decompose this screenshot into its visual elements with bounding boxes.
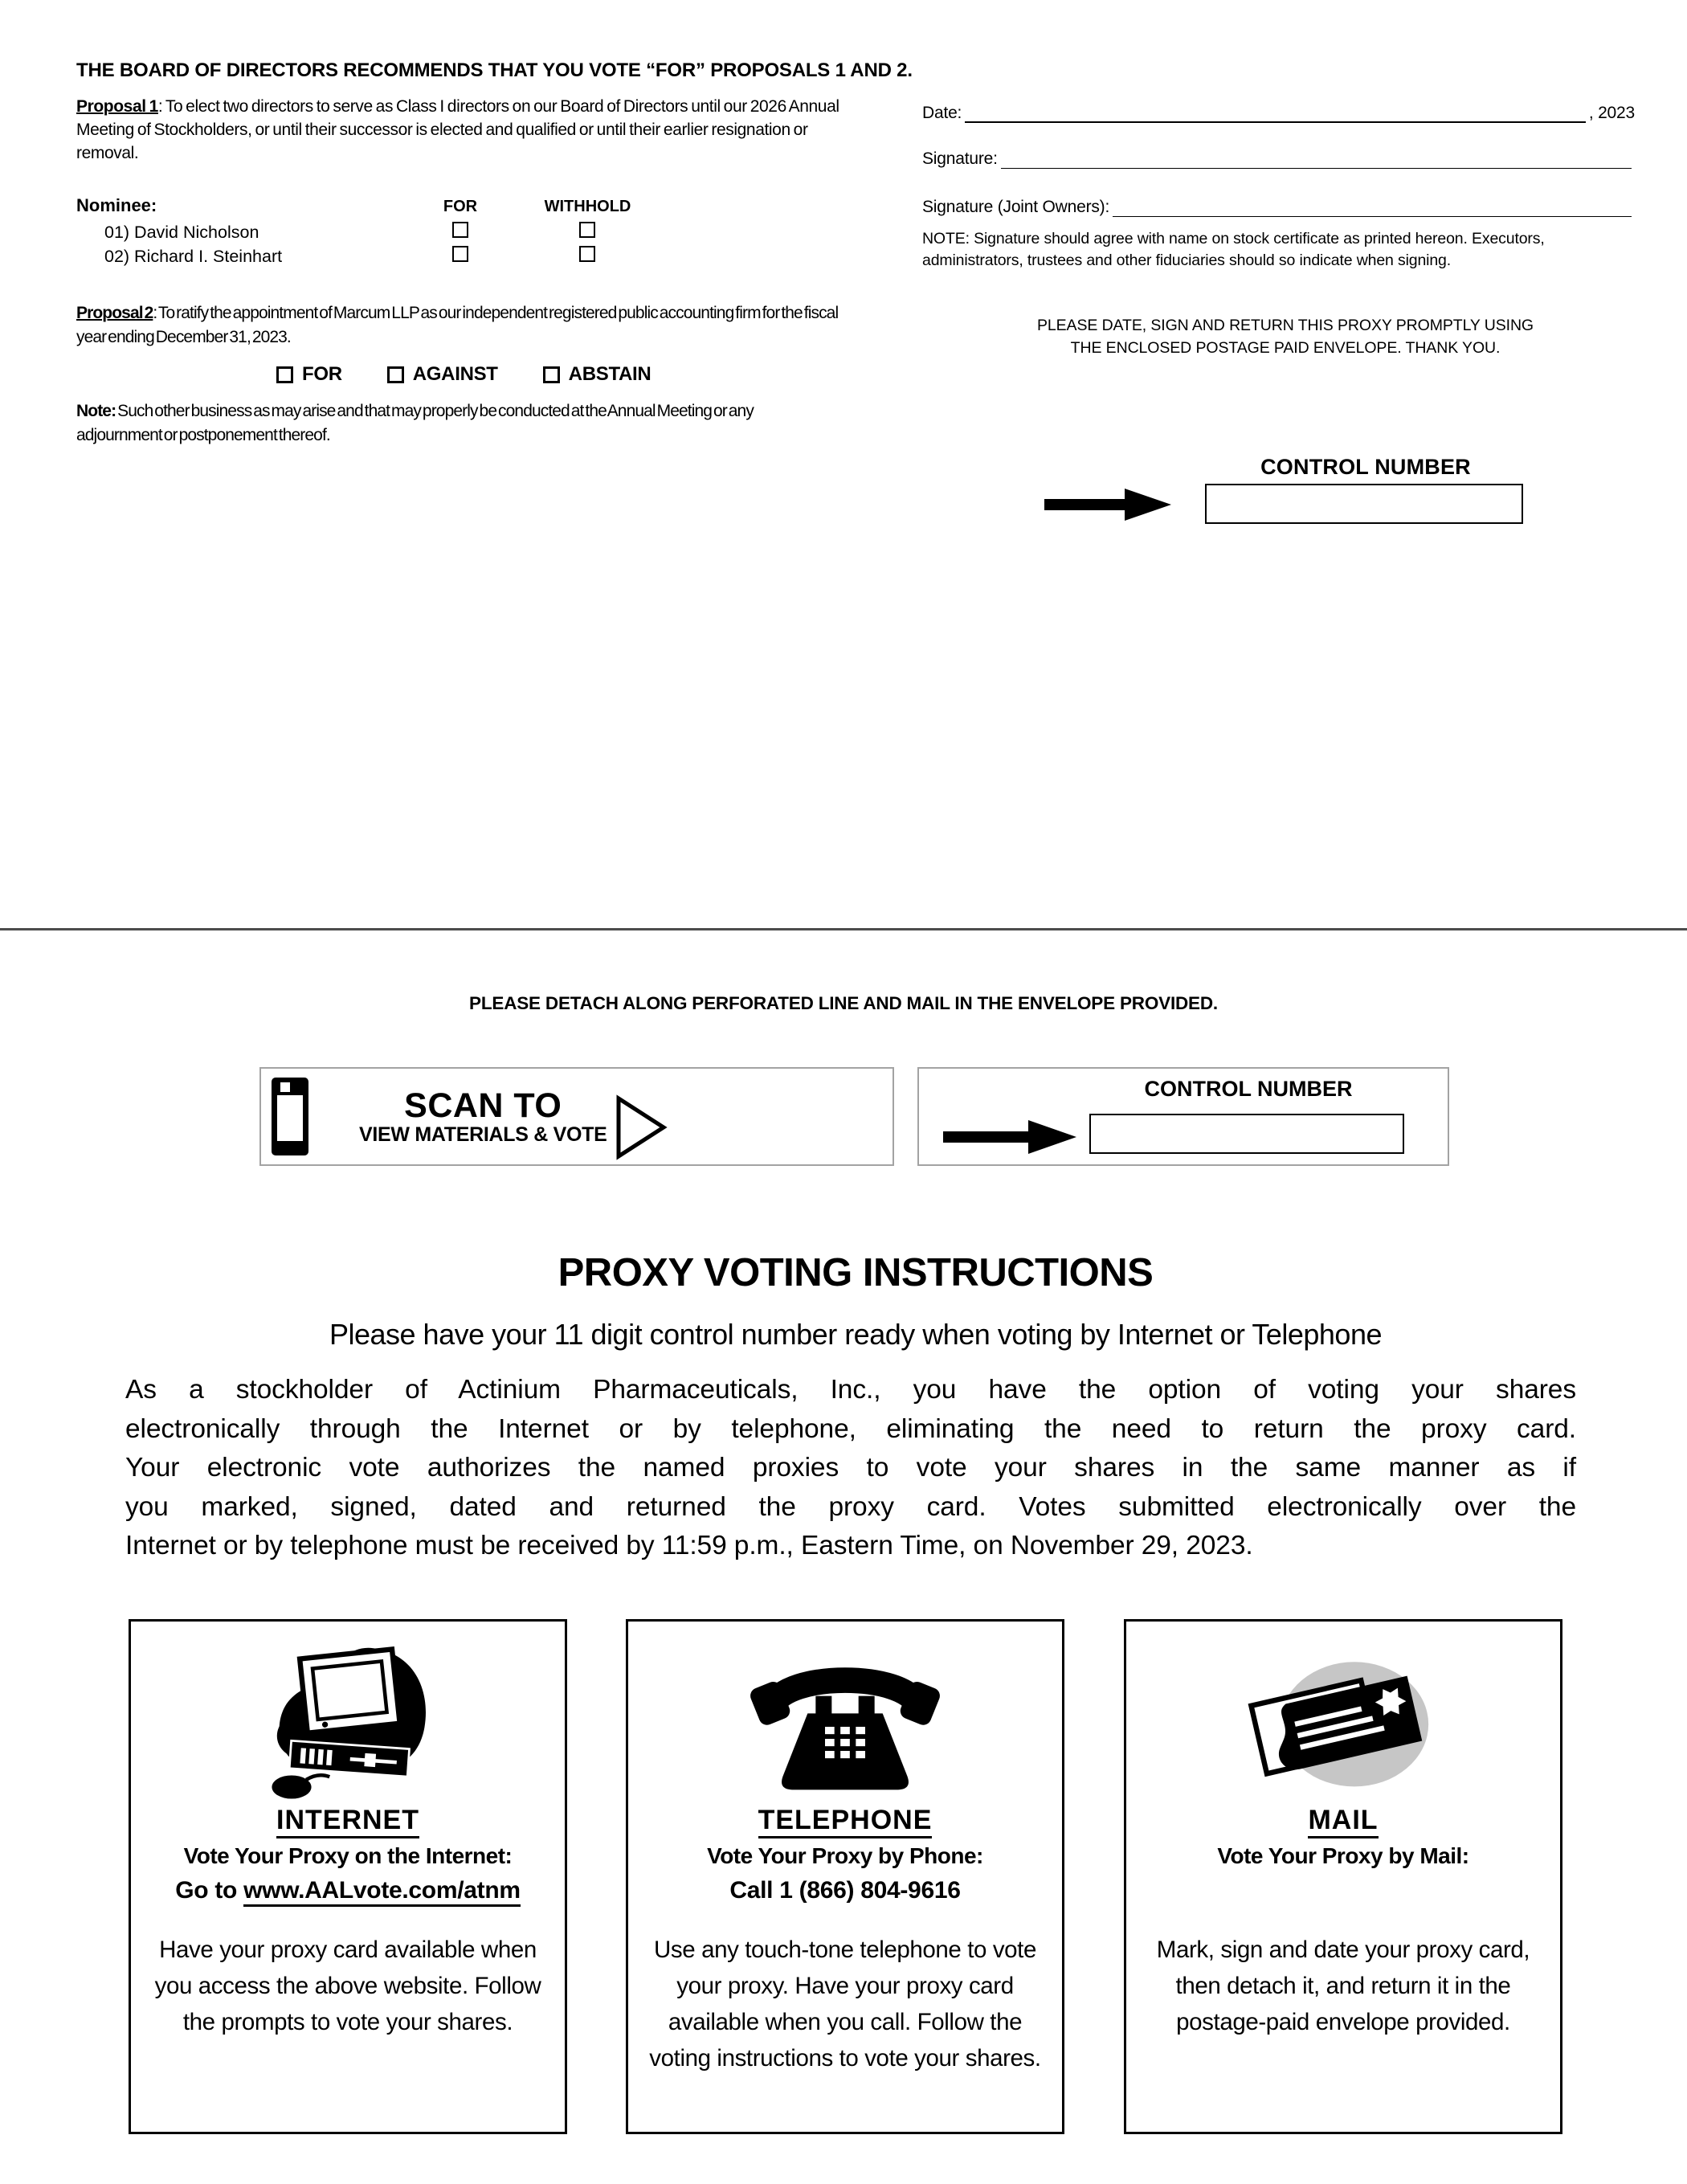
proposal-2-label: Proposal 2 <box>76 304 153 322</box>
proposal-1-text: : To elect two directors to serve as Class I directors on our Board of Directors until our 2026 Annual Meeting of Stockholders, or until their successor is elected and qualified or until their earlier resignation or removal. <box>76 97 839 162</box>
detach-instruction: PLEASE DETACH ALONG PERFORATED LINE AND MAIL IN THE ENVELOPE PROVIDED. <box>469 993 1218 1013</box>
computer-icon <box>131 1642 565 1803</box>
telephone-title: TELEPHONE <box>628 1805 1062 1836</box>
signature-input-line[interactable] <box>1001 148 1632 169</box>
telephone-description: Use any touch-tone telephone to vote your proxy. Have your proxy card available when you call. Follow the voting instructions to vote your shares. <box>649 1937 1041 2072</box>
internet-subtitle: Vote Your Proxy on the Internet: <box>183 1843 513 1868</box>
perforation-line <box>0 928 1687 930</box>
mail-icon <box>1126 1642 1560 1803</box>
scan-line1: SCAN TO <box>404 1086 562 1125</box>
instructions-subtitle: Please have your 11 digit control number ready when voting by Internet or Telephone <box>329 1318 1382 1351</box>
instructions-body-line: As a stockholder of Actinium Pharmaceuticals, Inc., you have the option of voting your shares <box>125 1375 1576 1405</box>
date-row <box>922 101 1635 123</box>
telephone-method-box <box>626 1619 1064 2134</box>
return-instruction <box>1004 314 1566 359</box>
option-for <box>276 363 342 386</box>
checkbox-proposal-2-for[interactable] <box>276 366 293 383</box>
return-instruction-line1: PLEASE DATE, SIGN AND RETURN THIS PROXY PROMPTLY USING <box>1036 317 1534 334</box>
proposal-2-text: : To ratify the appointment of Marcum LLP as our independent registered public accounting firm for the fiscal year ending December 31, 2023. <box>76 304 839 346</box>
date-year-suffix: , 2023 <box>1588 104 1635 122</box>
instructions-body <box>125 1371 1576 1566</box>
internet-title: INTERNET <box>131 1805 565 1836</box>
signature-note: NOTE: Signature should agree with name on stock certificate as printed hereon. Executors, administrators, trustees and other fiduciaries should so indicate when signing. <box>922 230 1545 269</box>
checkbox-nominee-2-for[interactable] <box>452 246 468 262</box>
voting-url-link[interactable]: www.AALvote.com/atnm <box>243 1877 521 1907</box>
instructions-body-line: Your electronic vote authorizes the named proxies to vote your shares in the same manner as if <box>125 1453 1576 1483</box>
internet-action <box>131 1877 565 1904</box>
instructions-title: PROXY VOTING INSTRUCTIONS <box>558 1251 1154 1294</box>
instructions-body-line: you marked, signed, dated and returned the proxy card. Votes submitted electronically over the <box>125 1491 1576 1522</box>
joint-signature-label: Signature (Joint Owners): <box>922 198 1110 216</box>
internet-description: Have your proxy card available when you access the above website. Follow the prompts to vote your shares. <box>154 1937 541 2035</box>
note-text: Such other business as may arise and that may properly be conducted at the Annual Meeting or any adjournment or postponement thereof. <box>76 402 754 444</box>
instructions-body-line: Internet or by telephone must be received by 11:59 p.m., Eastern Time, on November 29, 2023. <box>125 1531 1253 1560</box>
telephone-subtitle: Vote Your Proxy by Phone: <box>707 1843 983 1868</box>
instructions-body-line: electronically through the Internet or by telephone, eliminating the need to return the proxy card. <box>125 1413 1576 1444</box>
proposal-2 <box>76 301 839 350</box>
scan-text <box>359 1087 607 1146</box>
date-input-line[interactable] <box>965 101 1586 123</box>
date-label: Date: <box>922 104 962 122</box>
mail-subtitle: Vote Your Proxy by Mail: <box>1217 1843 1469 1868</box>
nominee-label: Nominee: <box>76 195 157 215</box>
control-number-panel <box>917 1067 1449 1166</box>
scan-line2: VIEW MATERIALS & VOTE <box>359 1123 607 1146</box>
control-number-label: CONTROL NUMBER <box>1144 1077 1353 1101</box>
joint-signature-row <box>922 196 1635 217</box>
mail-title: MAIL <box>1126 1805 1560 1836</box>
signature-row <box>922 148 1635 169</box>
board-recommendation: THE BOARD OF DIRECTORS RECOMMENDS THAT YOU VOTE “FOR” PROPOSALS 1 AND 2. <box>76 59 913 81</box>
control-number-label-top: CONTROL NUMBER <box>1260 455 1471 479</box>
checkbox-nominee-1-withhold[interactable] <box>579 222 595 238</box>
telephone-icon <box>628 1642 1062 1803</box>
other-business-note <box>76 399 839 448</box>
checkbox-nominee-1-for[interactable] <box>452 222 468 238</box>
mail-description: Mark, sign and date your proxy card, then detach it, and return it in the postage-paid envelope provided. <box>1156 1937 1530 2035</box>
signature-label: Signature: <box>922 149 998 168</box>
nominee-1-name: 01) David Nicholson <box>104 223 259 242</box>
nominee-2-name: 02) Richard I. Steinhart <box>104 247 283 266</box>
go-to-prefix: Go to <box>175 1877 244 1904</box>
smartphone-icon <box>271 1077 309 1156</box>
proposal-1 <box>76 95 860 165</box>
scan-to-vote-panel <box>259 1067 894 1166</box>
checkbox-proposal-2-against[interactable] <box>387 366 404 383</box>
proposal-2-options <box>276 363 651 386</box>
checkbox-nominee-2-withhold[interactable] <box>579 246 595 262</box>
telephone-action: Call 1 (866) 804-9616 <box>729 1877 961 1904</box>
option-abstain-label: ABSTAIN <box>568 363 652 385</box>
note-label: Note: <box>76 402 116 420</box>
column-header-for: FOR <box>443 198 478 215</box>
proposal-1-label: Proposal 1 <box>76 97 158 116</box>
option-abstain <box>543 363 652 386</box>
option-against-label: AGAINST <box>412 363 498 385</box>
arrow-right-icon <box>1044 487 1173 522</box>
mail-method-box <box>1124 1619 1562 2134</box>
joint-signature-input-line[interactable] <box>1113 196 1632 217</box>
arrow-right-icon <box>943 1119 1078 1155</box>
control-number-box-top <box>1205 484 1523 524</box>
internet-method-box <box>129 1619 567 2134</box>
option-for-label: FOR <box>302 363 342 385</box>
column-header-withhold: WITHHOLD <box>544 198 631 215</box>
play-triangle-icon <box>615 1094 668 1160</box>
return-instruction-line2: THE ENCLOSED POSTAGE PAID ENVELOPE. THANK YOU. <box>1070 339 1501 357</box>
control-number-box <box>1089 1114 1404 1154</box>
checkbox-proposal-2-abstain[interactable] <box>543 366 560 383</box>
option-against <box>387 363 498 386</box>
